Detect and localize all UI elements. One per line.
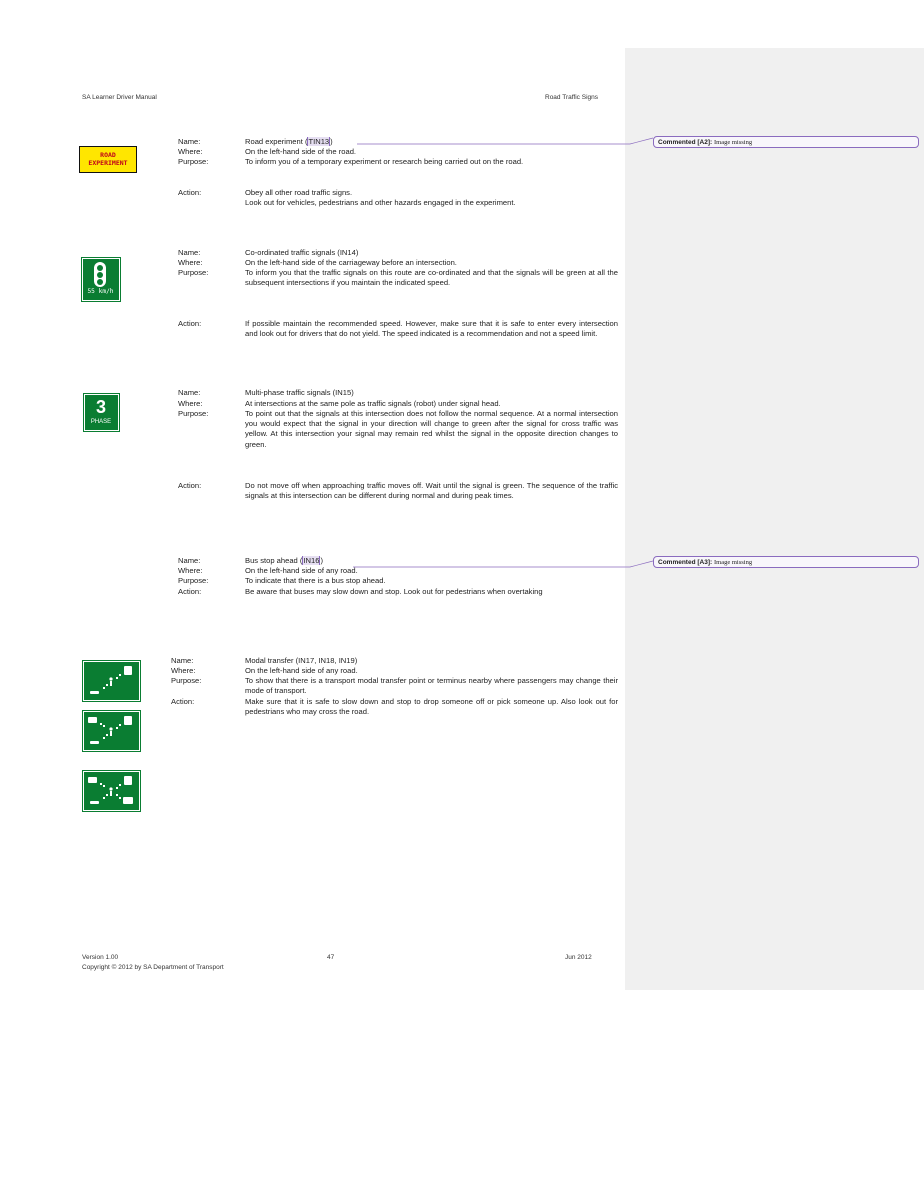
label-purpose: Purpose:	[178, 576, 209, 585]
label-where: Where:	[178, 147, 203, 156]
label-name: Name:	[178, 388, 201, 397]
entry-where: On the left-hand side of the carriageway before an intersection.	[245, 258, 457, 267]
commented-text[interactable]: IN16	[303, 556, 320, 565]
entry-where: On the left-hand side of the road.	[245, 147, 357, 156]
entry-name: Modal transfer (IN17, IN18, IN19)	[245, 656, 358, 665]
footer-page-number: 47	[327, 954, 335, 961]
entry-purpose: To inform you of a temporary experiment or research being carried out on the road.	[245, 157, 524, 166]
label-purpose: Purpose:	[178, 157, 209, 166]
entry-purpose: To inform you that the traffic signals on this route are co-ordinated and that the signals will be green at all the subsequent intersections if you maintain the indicated speed.	[245, 268, 618, 288]
label-name: Name:	[178, 248, 201, 257]
label-purpose: Purpose:	[178, 268, 209, 277]
label-action: Action:	[178, 587, 202, 596]
entry-action: Be aware that buses may slow down and stop. Look out for pedestrians when overtaking	[245, 587, 543, 596]
phase-word: PHASE	[90, 419, 112, 425]
header-right: Road Traffic Signs	[545, 94, 598, 101]
label-where: Where:	[171, 666, 196, 675]
name-suffix: )	[320, 556, 323, 565]
label-action: Action:	[178, 481, 202, 490]
footer-version: Version 1.00	[82, 954, 119, 961]
entry-purpose: To indicate that there is a bus stop ahead.	[245, 576, 386, 585]
modal-transfer-icon	[84, 662, 138, 699]
label-purpose: Purpose:	[178, 409, 209, 418]
label-name: Name:	[178, 556, 201, 565]
label-action: Action:	[171, 697, 195, 706]
name-suffix: )	[330, 137, 333, 146]
entry-name: Multi-phase traffic signals (IN15)	[245, 388, 354, 397]
label-where: Where:	[178, 399, 203, 408]
commented-text[interactable]: TIN13	[308, 137, 330, 146]
name-prefix: Road experiment (	[245, 137, 308, 146]
comment-a3[interactable]	[653, 556, 919, 568]
comment-tag: Commented [A2]:	[658, 139, 713, 146]
coordinated-signals-sign	[82, 258, 120, 301]
entry-name	[245, 556, 618, 566]
multi-phase-sign	[84, 394, 119, 431]
label-where: Where:	[178, 566, 203, 575]
modal-transfer-icon	[84, 772, 138, 809]
road-experiment-sign	[79, 146, 137, 173]
comment-a2[interactable]	[653, 136, 919, 148]
modal-transfer-sign-in19	[83, 771, 140, 811]
entry-where: On the left-hand side of any road.	[245, 666, 358, 675]
speed-label: 55 km/h	[87, 288, 114, 295]
comment-text: Image missing	[713, 559, 753, 566]
entry-action-2: Look out for vehicles, pedestrians and other hazards engaged in the experiment.	[245, 198, 516, 207]
modal-transfer-sign-in18	[83, 711, 140, 751]
entry-name	[245, 137, 618, 147]
sign-line-2: EXPERIMENT	[88, 158, 128, 167]
entry-purpose: To show that there is a transport modal transfer point or terminus nearby where passengers may change their mode of transport.	[245, 676, 618, 696]
entry-purpose: To point out that the signals at this intersection does not follow the normal sequence. At a normal intersection you would expect that the signal in your direction will change to green after the signal for cross traffic was yellow. At this intersection your signal may remain red whilst the signal in the opposite direction changes to green.	[245, 409, 618, 449]
comments-pane	[625, 48, 924, 990]
entry-where: On the left-hand side of any road.	[245, 566, 358, 575]
label-name: Name:	[171, 656, 194, 665]
phase-number: 3	[95, 397, 106, 417]
entry-where: At intersections at the same pole as traffic signals (robot) under signal head.	[245, 399, 501, 408]
name-prefix: Bus stop ahead (	[245, 556, 303, 565]
label-purpose: Purpose:	[171, 676, 202, 685]
footer-date: Jun 2012	[565, 954, 592, 961]
sign-line-1: ROAD	[100, 151, 116, 159]
footer-copyright: Copyright © 2012 by SA Department of Transport	[82, 964, 224, 971]
label-action: Action:	[178, 188, 202, 197]
comment-text: Image missing	[713, 139, 753, 146]
modal-transfer-sign-in17	[83, 661, 140, 701]
header-left: SA Learner Driver Manual	[82, 94, 157, 101]
entry-action: Do not move off when approaching traffic moves off. Wait until the signal is green. The sequence of the traffic signals at this intersection can be different during normal and during peak times.	[245, 481, 618, 501]
entry-action: If possible maintain the recommended speed. However, make sure that it is safe to enter every intersection and look out for drivers that do not yield. The speed indicated is a recommendation and not a speed limit.	[245, 319, 618, 339]
entry-action: Make sure that it is safe to slow down and stop to drop someone off or pick someone up. Also look out for pedestrians who may cross the road.	[245, 697, 618, 717]
comment-tag: Commented [A3]:	[658, 559, 713, 566]
entry-action: Obey all other road traffic signs.	[245, 188, 353, 197]
modal-transfer-icon	[84, 712, 138, 749]
label-action: Action:	[178, 319, 202, 328]
label-name: Name:	[178, 137, 201, 146]
label-where: Where:	[178, 258, 203, 267]
entry-name: Co-ordinated traffic signals (IN14)	[245, 248, 359, 257]
